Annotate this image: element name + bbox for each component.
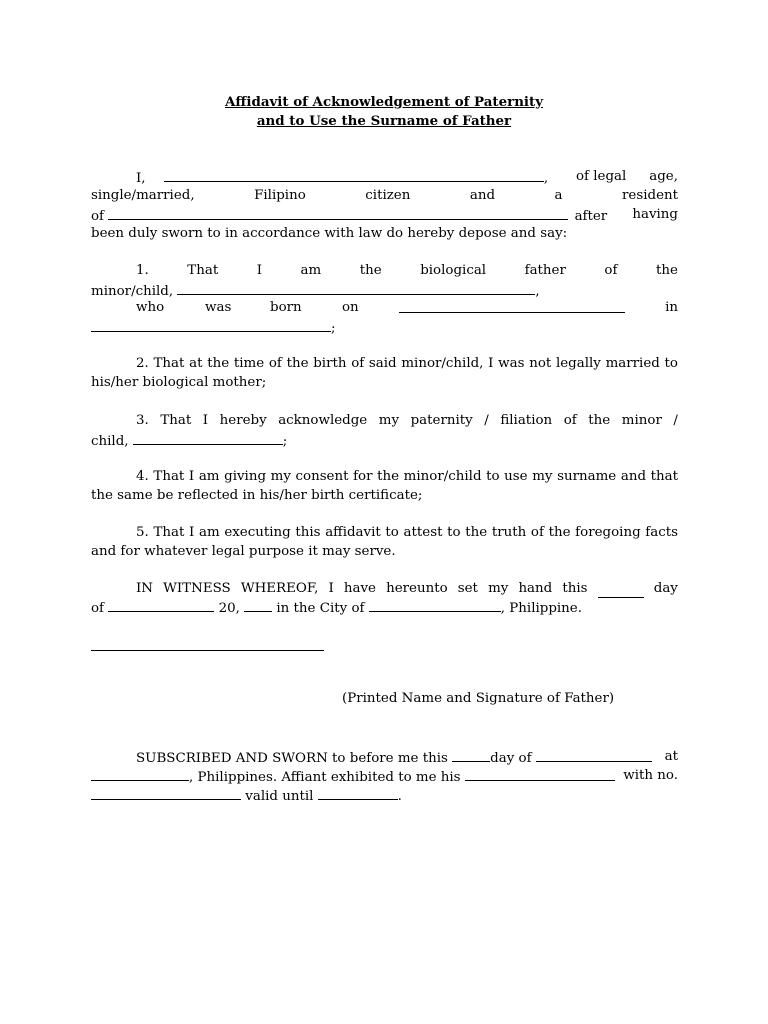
item3-word: filiation: [500, 413, 553, 428]
item1-on: on: [342, 300, 359, 315]
intro-after: after: [574, 209, 608, 224]
witness-word: WITNESS: [163, 581, 231, 596]
item1-line-4: [91, 318, 336, 338]
jurat-period: .: [397, 789, 402, 804]
item1-line-1: [136, 262, 678, 280]
intro-age: age,: [649, 169, 678, 184]
item5-line-1: 5. That I am executing this affidavit to attest to the truth of the foregoing facts: [136, 525, 678, 540]
item1-word: am: [300, 263, 322, 278]
item3-line-2: [91, 431, 287, 451]
witness-word: I: [328, 581, 334, 596]
intro-line-2: [91, 187, 678, 205]
item1-in: in: [665, 300, 678, 315]
signature-line[interactable]: [91, 650, 324, 651]
witness-word: my: [488, 581, 509, 596]
birth-date-blank[interactable]: [399, 299, 625, 313]
jurat-line-3: [91, 786, 402, 806]
item2-line-2: his/her biological mother;: [91, 375, 267, 390]
item1-born: born: [270, 300, 302, 315]
item1-word: the: [655, 263, 678, 278]
witness-word: hereunto: [386, 581, 448, 596]
jurat-with-no: with no.: [623, 768, 678, 783]
item2-line-1: 2. That at the time of the birth of said minor/child, I was not legally married to: [136, 356, 678, 371]
intro-single-married: single/married,: [91, 188, 195, 203]
witness-word: have: [343, 581, 376, 596]
jurat-philippines: , Philippines. Affiant exhibited to me his: [189, 770, 461, 785]
item3-word: hereby: [219, 413, 267, 428]
intro-having: having: [632, 207, 678, 222]
intro-of: of: [91, 209, 105, 224]
day-blank[interactable]: [598, 584, 644, 598]
witness-word: this: [562, 581, 588, 596]
item1-who: who: [136, 300, 165, 315]
item3-word: paternity: [410, 413, 473, 428]
residence-blank[interactable]: [108, 206, 568, 220]
item1-num: 1.: [136, 263, 149, 278]
item3-word: acknowledge: [278, 413, 368, 428]
item3-word: minor: [621, 413, 662, 428]
item1-word: of: [604, 263, 618, 278]
intro-line-3: [91, 206, 678, 226]
jurat-id-number-blank[interactable]: [91, 786, 241, 800]
item1-was: was: [205, 300, 232, 315]
item1-line-2: [91, 281, 540, 301]
item1-word: I: [256, 263, 263, 278]
intro-line-4: been duly sworn to in accordance with law do hereby depose and say:: [91, 226, 568, 241]
birth-place-blank[interactable]: [91, 318, 331, 332]
month-blank[interactable]: [108, 598, 214, 612]
intro-filipino: Filipino: [254, 188, 306, 203]
jurat-day-blank[interactable]: [452, 748, 490, 762]
item1-minor-child: minor/child,: [91, 284, 174, 299]
jurat-id-blank[interactable]: [465, 767, 615, 781]
jurat-day-of: day of: [490, 751, 532, 766]
item3-word: /: [484, 413, 489, 428]
item1-word: the: [359, 263, 382, 278]
witness-word: set: [457, 581, 478, 596]
jurat-valid-until: valid until: [245, 789, 314, 804]
item3-semicolon: ;: [282, 434, 288, 449]
witness-word: day: [653, 581, 678, 596]
child-name-blank[interactable]: [133, 431, 283, 445]
jurat-month-blank[interactable]: [536, 748, 652, 762]
item1-word: biological: [420, 263, 487, 278]
item1-word: father: [524, 263, 566, 278]
intro-citizen: citizen: [365, 188, 411, 203]
witness-word: hand: [518, 581, 553, 596]
document-title-line1: Affidavit of Acknowledgement of Paternity: [224, 94, 543, 110]
year-blank[interactable]: [244, 598, 272, 612]
witness-of: of: [91, 601, 105, 616]
witness-philippine: , Philippine.: [500, 601, 582, 616]
item5-line-2: and for whatever legal purpose it may serve.: [91, 544, 396, 559]
item3-word: I: [202, 413, 209, 428]
intro-i: I,: [136, 171, 146, 186]
minor-name-blank[interactable]: [177, 281, 535, 295]
jurat-line-1: [136, 748, 678, 768]
witness-word: IN: [136, 581, 154, 596]
signature-label: (Printed Name and Signature of Father): [342, 691, 615, 706]
witness-word: WHEREOF,: [240, 581, 319, 596]
item4-line-1: 4. That I am giving my consent for the minor/child to use my surname and that: [136, 469, 678, 484]
item4-line-2: the same be reflected in his/her birth certificate;: [91, 488, 423, 503]
item3-line-1: [136, 412, 678, 430]
witness-in-city: in the City of: [276, 601, 365, 616]
name-blank[interactable]: [164, 168, 544, 182]
witness-line-1: [136, 580, 678, 598]
intro-line-1: I, , of legal age,: [136, 169, 678, 186]
item3-word: /: [673, 413, 678, 428]
item1-comma: ,: [535, 284, 540, 299]
jurat-subscribed: SUBSCRIBED AND SWORN to before me this: [136, 751, 448, 766]
intro-of-legal: of legal: [576, 169, 627, 184]
city-blank[interactable]: [369, 598, 501, 612]
intro-and: and: [469, 188, 496, 203]
item3-child: child,: [91, 434, 129, 449]
item1-semicolon: ;: [331, 321, 336, 336]
item3-word: That: [160, 413, 192, 428]
witness-year-prefix: 20,: [218, 601, 240, 616]
document-title-line2: and to Use the Surname of Father: [256, 113, 512, 129]
item1-word: That: [187, 263, 219, 278]
item3-word: of: [563, 413, 577, 428]
jurat-valid-date-blank[interactable]: [318, 786, 398, 800]
intro-a: a: [554, 188, 563, 203]
item3-word: the: [588, 413, 611, 428]
jurat-at: at: [664, 749, 678, 764]
witness-line-2: [91, 598, 582, 618]
item3-word: 3.: [136, 413, 149, 428]
jurat-place-blank[interactable]: [91, 767, 189, 781]
item3-word: my: [378, 413, 400, 428]
intro-resident: resident: [622, 188, 678, 203]
jurat-line-2: [91, 767, 678, 787]
